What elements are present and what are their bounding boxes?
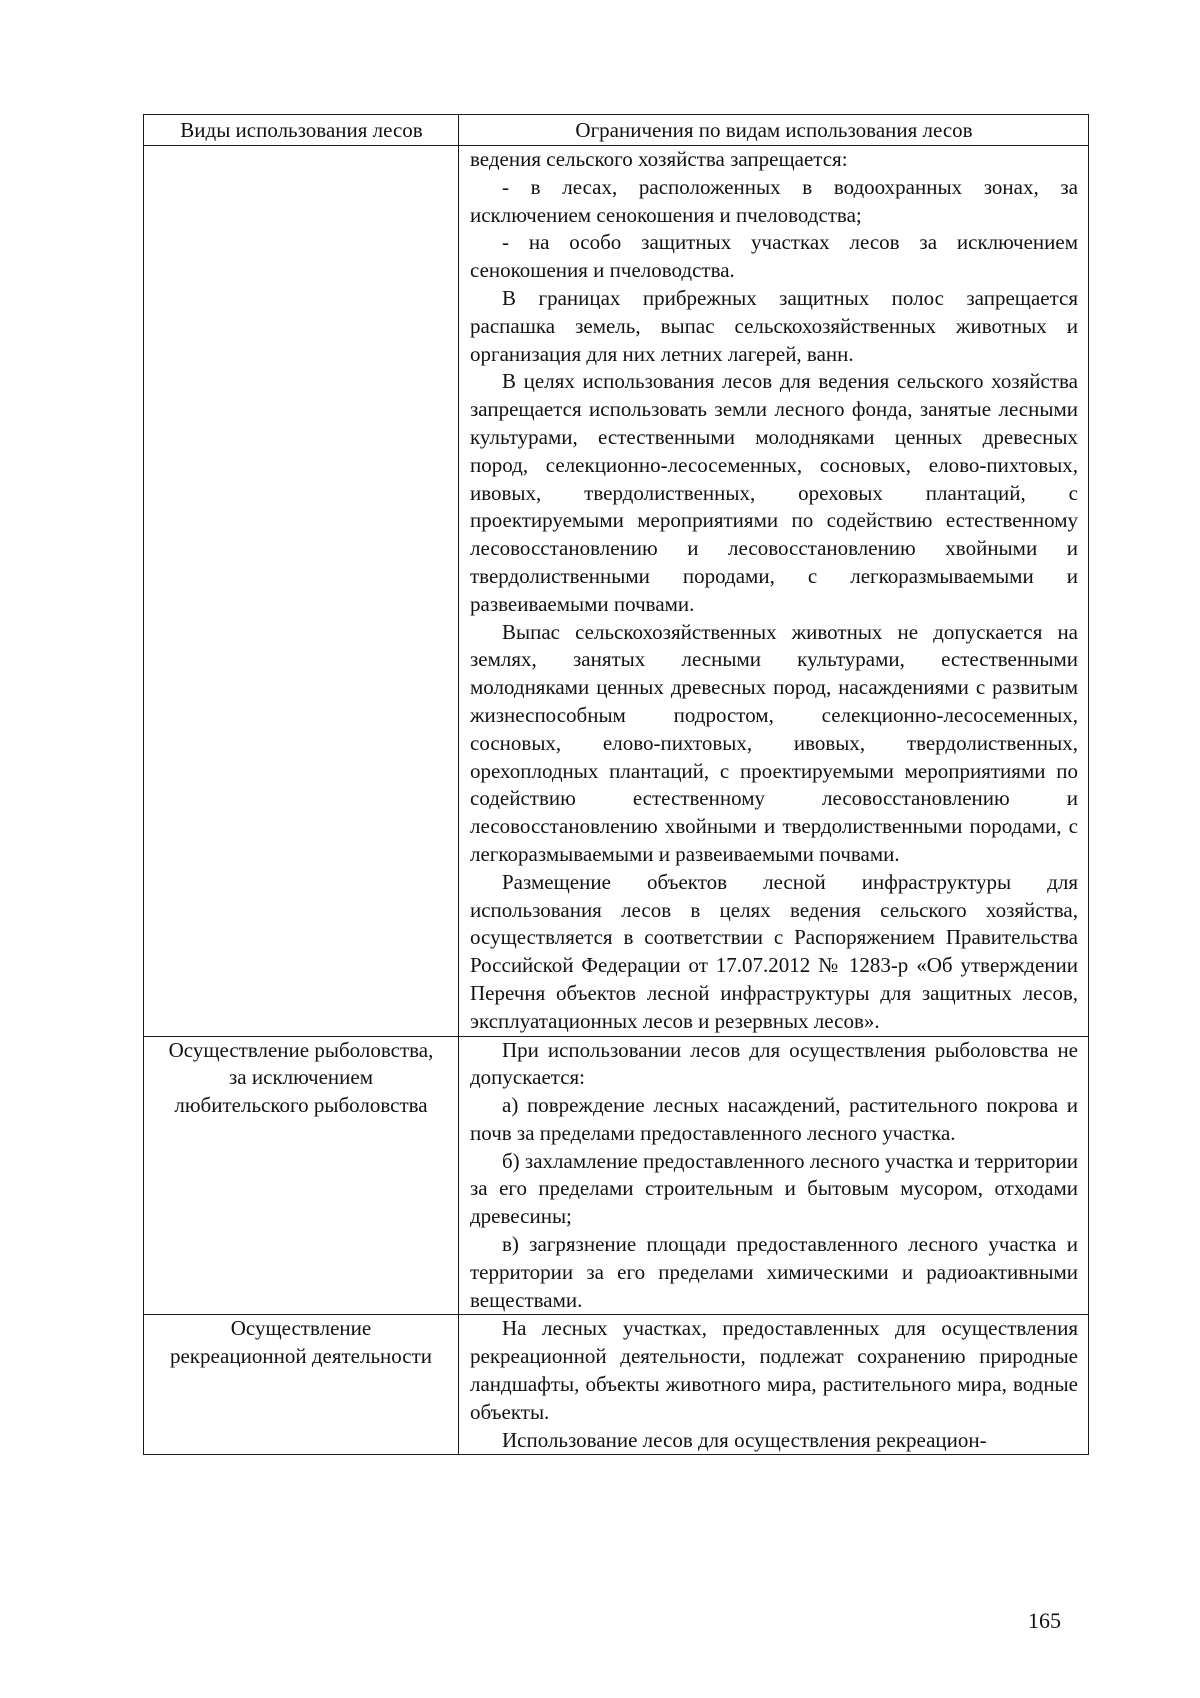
paragraph: Использование лесов для осуществления рекреацион- <box>502 1427 987 1452</box>
paragraph: - на особо защитных участках лесов за исключением сенокошения и пчеловодства. <box>470 230 1078 283</box>
row-restrictions-cell <box>459 1036 1089 1315</box>
paragraph: б) захламление предоставленного лесного участка и территории за его пределами строительным и бытовым мусором, отходами древесины; <box>470 1148 1078 1229</box>
header-restrictions: Ограничения по видам использования лесов <box>459 115 1089 146</box>
paragraph: в) загрязнение площади предоставленного лесного участка и территории за его пределами химическими и радиоактивными веществами. <box>470 1232 1078 1312</box>
row-kind-cell: Осуществление рекреационной деятельности <box>144 1315 459 1455</box>
table-row <box>144 1036 1089 1315</box>
table-row <box>144 1315 1089 1455</box>
table-header-row <box>144 115 1089 146</box>
row-restrictions-cell <box>459 1315 1089 1455</box>
forest-use-restrictions-table <box>143 114 1089 1455</box>
paragraph: При использовании лесов для осуществления рыболовства не допускается: <box>470 1037 1078 1090</box>
paragraph: В границах прибрежных защитных полос запрещается распашка земель, выпас сельскохозяйственных животных и организация для них летних лагерей, ванн. <box>470 285 1078 366</box>
paragraph: Выпас сельскохозяйственных животных не допускается на землях, занятых лесными культурами, естественными молодняками ценных древесных пород, насаждениями с развитым жизнеспособным подростом, селекционно-лесосеменных, сосновых, елово-пихтовых, ивовых, твердолиственных, орехоплодных плантаций, с проектируемыми мероприятиями по содействию естественному лесовосстановлению и лесовосстановлению хвойными и твердолиственными породами, с легкоразмываемыми и развеиваемыми почвами. <box>470 619 1078 866</box>
paragraph: - в лесах, расположенных в водоохранных зонах, за исключением сенокошения и пчеловодства; <box>470 174 1078 227</box>
page-number: 165 <box>1028 1608 1061 1633</box>
header-kind: Виды использования лесов <box>144 115 459 146</box>
paragraph: На лесных участках, предоставленных для осуществления рекреационной деятельности, подлежат сохранению природные ландшафты, объекты животного мира, растительного мира, водные объекты. <box>470 1316 1078 1424</box>
row-kind-cell: Осуществление рыболовства, за исключением любительского рыболовства <box>144 1036 459 1315</box>
paragraph: Размещение объектов лесной инфраструктуры для использования лесов в целях ведения сельского хозяйства, осуществляется в соответствии с Распоряжением Правительства Российской Федерации от 17.07.2012 № 1283-р «Об утверждении Перечня объектов лесной инфраструктуры для защитных лесов, эксплуатационных лесов и резервных лесов». <box>470 869 1078 1033</box>
paragraph: ведения сельского хозяйства запрещается: <box>470 147 848 171</box>
row-kind-cell <box>144 146 459 1037</box>
row-restrictions-cell <box>459 146 1089 1037</box>
paragraph: В целях использования лесов для ведения сельского хозяйства запрещается использовать земли лесного фонда, занятые лесными культурами, естественными молодняками ценных древесных пород, селекционно-лесосеменных, сосновых, елово-пихтовых, ивовых, твердолиственных, ореховых плантаций, с проектируемыми мероприятиями по содействию естественному лесовосстановлению и лесовосстановлению хвойными и твердолиственными породами, с легкоразмываемыми и развеиваемыми почвами. <box>470 369 1078 616</box>
paragraph: а) повреждение лесных насаждений, растительного покрова и почв за пределами предоставленного лесного участка. <box>470 1093 1078 1145</box>
table-row <box>144 146 1089 1037</box>
